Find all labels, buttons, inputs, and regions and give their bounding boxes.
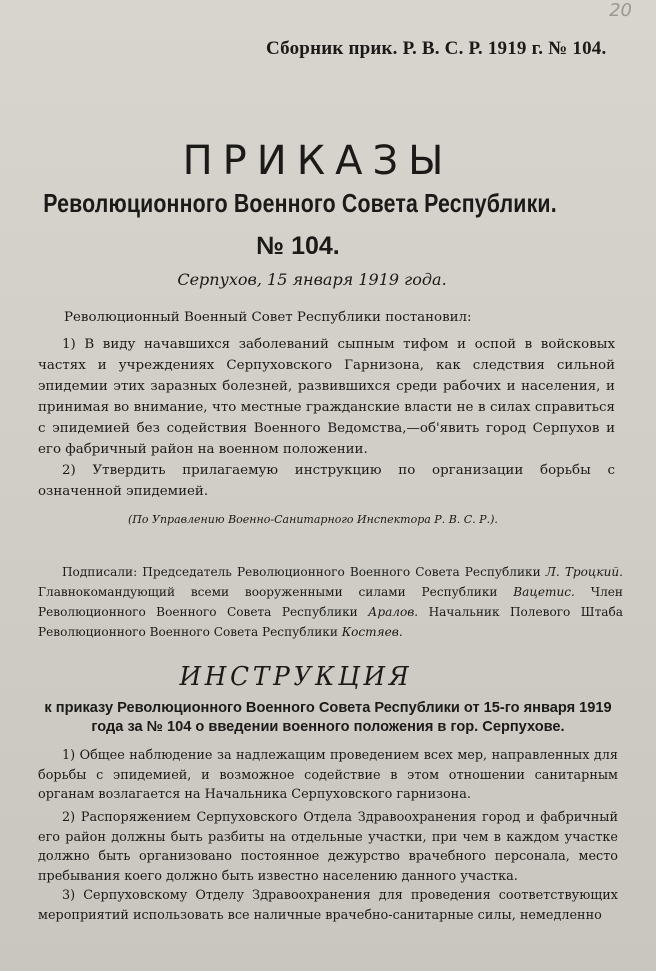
signer-name-4: Костяев.	[341, 625, 403, 639]
instruction-subtitle: к приказу Революционного Военного Совета Республики от 15-го января 1919 года за № 104 о введении военного положения в гор. Серпухове.	[44, 700, 612, 735]
instruction-item-1: 1) Общее наблюдение за надлежащим проведением всех мер, направленных для борьбы с эпидемией, и возможное содействие в этом отношении санитарным органам возлагается на Начальника Серпуховского гарнизона.	[38, 748, 618, 802]
signed-part-3: Член Революционного Военного Совета Республики	[38, 585, 623, 619]
instruction-item-2: 2) Распоряжением Серпуховского Отдела Здравоохранения город и фабричный его район должны быть разбиты на отдельные участки, при чем в каждом участке должно быть организовано постоянное дежурство врачебного персонала, место пребывания коего должно быть известно населению данного участка.	[38, 810, 618, 884]
place-date: Серпухов, 15 января 1919 года.	[177, 270, 447, 289]
page-title: ПРИКАЗЫ	[182, 138, 454, 184]
responsibility-note: (По Управлению Военно-Санитарного Инспектора Р. В. С. Р.).	[128, 513, 498, 526]
signer-name-3: Аралов.	[368, 605, 419, 619]
signer-name-1: Л. Троцкий.	[545, 565, 623, 579]
signer-name-2: Вацетис.	[513, 585, 575, 599]
signed-part-2: Главнокомандующий всеми вооруженными силами Республики	[38, 585, 498, 599]
resolution-intro: Революционный Военный Совет Республики постановил:	[64, 310, 472, 325]
order-number: № 104.	[256, 232, 340, 260]
signed-part-4: Начальник Полевого Штаба Революционного Военного Совета Республики	[38, 605, 623, 639]
instruction-title: ИНСТРУКЦИЯ	[179, 662, 413, 692]
instruction-item-3: 3) Серпуховскому Отделу Здравоохранения для проведения соответствующих мероприятий использовать все наличные врачебно-санитарные силы, немедленно	[38, 888, 618, 923]
council-heading: Революционного Военного Совета Республики.	[43, 188, 557, 218]
signed-part-1: Подписали: Председатель Революционного Военного Совета Республики	[62, 565, 541, 579]
order-paragraph-2: 2) Утвердить прилагаемую инструкцию по организации борьбы с означенной эпидемией.	[38, 463, 615, 499]
signatures-paragraph	[38, 562, 623, 642]
collection-header: Сборник прик. Р. В. С. Р. 1919 г. № 104.	[266, 38, 607, 59]
page-corner-mark: 20	[609, 0, 632, 21]
order-paragraph-1: 1) В виду начавшихся заболеваний сыпным тифом и оспой в войсковых частях и учреждениях Серпуховского Гарнизона, как следствия сильной эпидемии этих заразных болезней, развившихся среди рабочих и населения, и принимая во внимание, что местные гражданские власти не в силах справиться с эпидемией без содействия Военного Ведомства,—об'явить город Серпухов и его фабричный район на военном положении.	[38, 337, 615, 457]
